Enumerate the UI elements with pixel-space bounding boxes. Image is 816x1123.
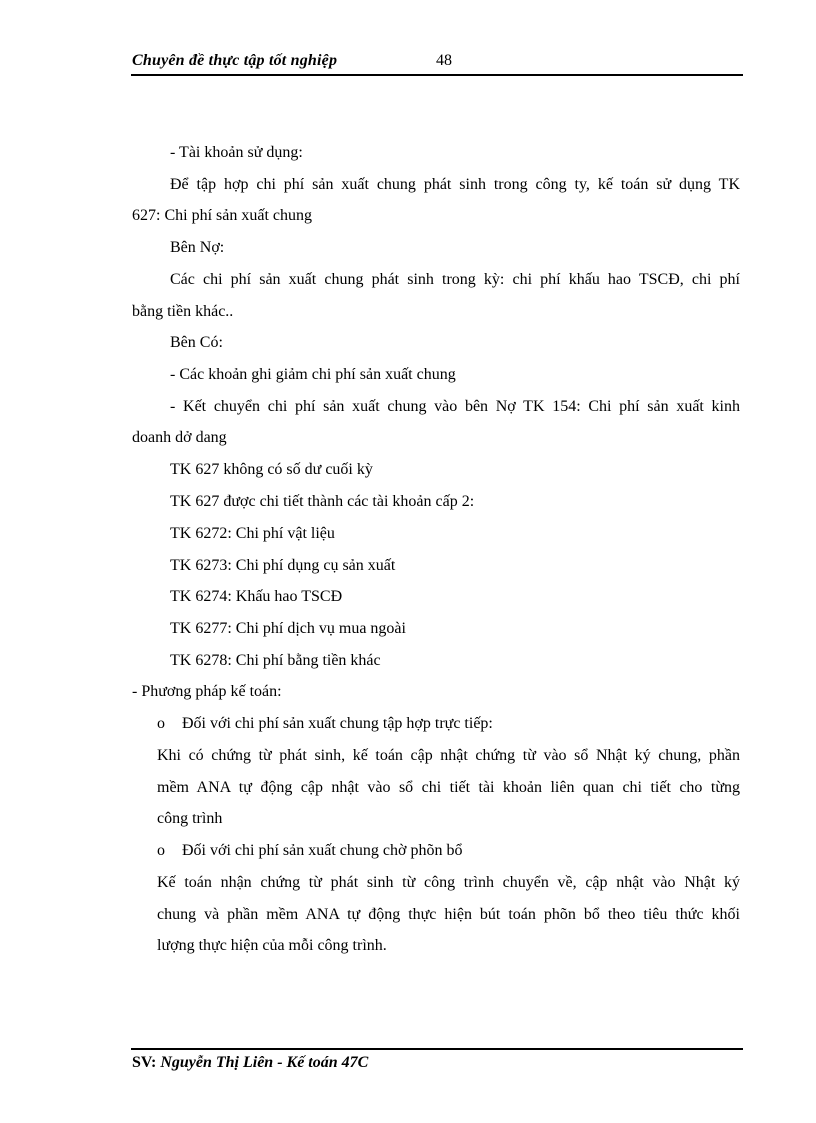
body-line-11: TK 627 không có số dư cuối kỳ [170, 461, 373, 478]
body-line-25: chung và phần mềm ANA tự động thực hiện bút toán phõn bổ theo tiêu thức khối [157, 906, 740, 923]
body-line-24: Kế toán nhận chứng từ phát sinh từ công trình chuyển về, cập nhật vào Nhật ký [157, 874, 740, 891]
body-line-10: doanh dở dang [132, 429, 227, 446]
body-line-9: - Kết chuyển chi phí sản xuất chung vào bên Nợ TK 154: Chi phí sản xuất kinh [170, 398, 740, 415]
body-line-22: công trình [157, 810, 223, 827]
body-line-8: - Các khoản ghi giảm chi phí sản xuất chung [170, 366, 456, 383]
body-line-5: Các chi phí sản xuất chung phát sinh trong kỳ: chi phí khấu hao TSCĐ, chi phí [170, 271, 740, 288]
body-line-15: TK 6274: Khấu hao TSCĐ [170, 588, 343, 605]
body-line-16: TK 6277: Chi phí dịch vụ mua ngoài [170, 620, 406, 637]
body-line-12: TK 627 được chi tiết thành các tài khoản cấp 2: [170, 493, 475, 510]
body-line-3: 627: Chi phí sản xuất chung [132, 207, 312, 224]
footer-author: Nguyễn Thị Liên - Kế toán 47C [160, 1054, 369, 1071]
body-line-14: TK 6273: Chi phí dụng cụ sản xuất [170, 557, 396, 574]
body-line-21: mềm ANA tự động cập nhật vào sổ chi tiết tài khoản liên quan chi tiết cho từng [157, 779, 740, 796]
bullet-marker: o [157, 715, 165, 732]
footer [132, 1054, 368, 1072]
body-line-13: TK 6272: Chi phí vật liệu [170, 525, 335, 542]
body-line-26: lượng thực hiện của mỗi công trình. [157, 937, 387, 954]
body-line-2: Để tập hợp chi phí sản xuất chung phát sinh trong công ty, kế toán sử dụng TK [170, 176, 740, 193]
body-line-19: Đối với chi phí sản xuất chung tập hợp trực tiếp: [182, 715, 493, 732]
body-line-6: bằng tiền khác.. [132, 303, 234, 320]
body-line-18: - Phương pháp kế toán: [132, 683, 282, 700]
body-line-7: Bên Có: [170, 334, 223, 351]
body-line-1: - Tài khoản sử dụng: [170, 144, 303, 161]
bullet-marker: o [157, 842, 165, 859]
body-line-20: Khi có chứng từ phát sinh, kế toán cập nhật chứng từ vào sổ Nhật ký chung, phần [157, 747, 740, 764]
header-title: Chuyên đề thực tập tốt nghiệp [132, 52, 338, 69]
footer-divider [131, 1048, 743, 1050]
page-number: 48 [436, 52, 452, 69]
body-line-23: Đối với chi phí sản xuất chung chờ phõn bổ [182, 842, 463, 859]
body-line-4: Bên Nợ: [170, 239, 225, 256]
body-line-17: TK 6278: Chi phí bằng tiền khác [170, 652, 381, 669]
header-divider [131, 74, 743, 76]
footer-prefix: SV: [132, 1054, 161, 1071]
